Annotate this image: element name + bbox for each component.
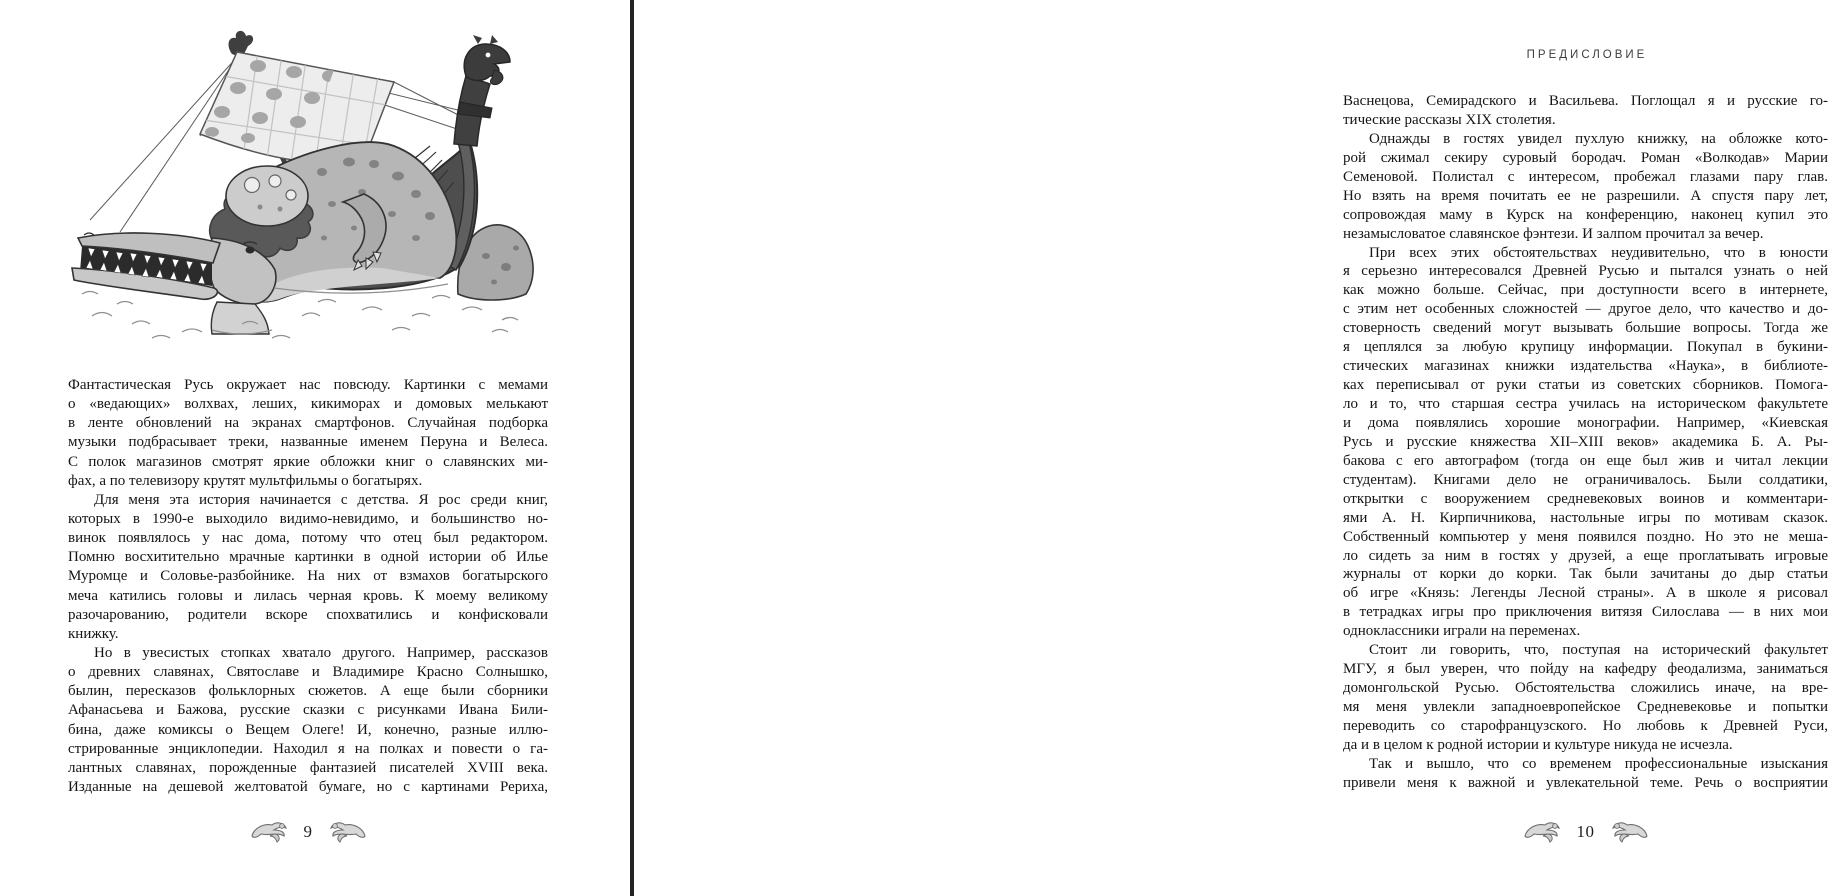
text-line: Семеновой. Полистал с интересом, пробежал глазами пару глав. [1343,168,1828,185]
text-line: стических магазинах книжки издательства «Наука», в библиоте- [1343,358,1828,375]
text-line: ках переписывал от руки статьи из советских сборников. Помога- [1343,377,1828,394]
text-line: об игре «Князь: Легенды Лесной страны». А в школе я рисовал [1343,585,1828,602]
floral-ornament-icon [1522,819,1564,845]
running-head: ПРЕДИСЛОВИЕ [1526,49,1648,61]
text-line: Изданные на дешевой желтоватой бумаге, но с картинами Рериха, [68,778,548,795]
right-page-footer [1343,816,1828,848]
text-line: былин, пересказов фольклорных сюжетов. А еще были сборники [68,683,548,700]
text-line: в ленте обновлений на экранах смартфонов. Случайная подборка [68,415,548,432]
page-number: 9 [303,822,313,841]
left-page-text [68,376,548,797]
text-line: Помню восхитительно мрачные картинки в одной истории об Илье [68,549,548,566]
text-line: Стоит ли говорить, что, поступая на исторический факультет [1369,642,1828,659]
text-line: книжку. [68,625,119,642]
text-line: Так и вышло, что со временем профессиональные изыскания [1369,755,1828,772]
text-line: да и в целом к родной истории и культуре никуда не исчезла. [1343,736,1733,753]
text-line: С полок магазинов смотрят яркие обложки книг о славянских ми- [68,453,548,470]
text-line: я цеплялся за любую крупицу информации. Покупал в букини- [1343,339,1828,356]
text-line: Для меня эта история начинается с детства. Я рос среди книг, [94,491,548,508]
paragraph [1343,641,1828,755]
text-line: Собственный компьютер у меня появился поздно. Но это не меша- [1343,528,1828,545]
text-line: ями А. Н. Кирпичникова, настольные игры по мотивам сказок. [1343,509,1828,526]
text-line: Муромце и Соловье-разбойнике. На них от взмахов богатырского [68,568,548,585]
monster-head-dome [226,166,308,226]
text-line: ло сидеть за ним в гостях у друзей, а еще проглатывать игровые [1343,547,1828,564]
text-line: бакова с его автографом (тогда он еще был жив и читал лекции [1343,452,1828,469]
paragraph [1343,244,1828,642]
text-line: сопровождая маму в Курск на конференцию, наконец купил это [1343,206,1828,223]
text-line: которых в 1990-е выходило видимо-невидимо, и большинство но- [68,510,548,527]
text-line: привели меня к важной и увлекательной теме. Речь о восприятии [1343,774,1828,791]
text-line: лантных славянах, порожденные фантазией писателей XVIII века. [68,759,548,776]
text-line: тические рассказы XIX столетия. [1343,111,1556,128]
floral-ornament-icon [249,819,291,845]
sea-monster-ship-drawing [62,24,552,356]
text-line: о древних славянах, Святославе и Владимире Красно Солнышко, [68,664,548,681]
text-line: Фантастическая Русь окружает нас повсюду. Картинки с мемами [68,377,548,393]
text-line: разочарованию, родители вскоре спохватились и конфисковали [68,606,548,623]
paragraph [1343,755,1828,793]
text-line: о «ведающих» волхвах, леших, кикиморах и домовых мелькают [68,396,548,413]
text-line: Но взять на время почитать ее не разрешили. А спустя пару лет, [1343,187,1828,204]
text-line: одноклассники играли на переменах. [1343,623,1581,640]
floral-ornament-icon [1608,819,1650,845]
monster-head [72,233,276,334]
text-line: в тетрадках игры про приключения витязя Силослава — в них мои [1343,604,1828,621]
book-page-right [634,0,1828,896]
text-line: винок появлялось у нас дома, потому что отец был редактором. [68,530,548,547]
text-line: мя меня увлекли западноевропейское Средневековье и попытки [1343,699,1828,715]
text-line: рой сжимал секиру суровый бородач. Роман «Волкодав» Марии [1343,149,1828,166]
paragraph [1343,92,1828,130]
text-line: Но в увесистых стопках хватало другого. Например, рассказов [94,644,548,661]
monster-eye [246,247,255,254]
text-line: Васнецова, Семирадского и Васильева. Поглощал я и русские го- [1343,93,1828,109]
text-line: ло и то, что старшая сестра училась на историческом факультете [1343,396,1828,412]
text-line: Однажды в гостях увидел пухлую книжку, на обложке кото- [1369,130,1828,147]
text-line: студентам). Книгами дело не ограничивалось. Были солдатики, [1343,471,1828,488]
paragraph [68,491,548,644]
text-line: я серьезно интересовался Древней Русью и пытался узнать о ней [1343,263,1828,280]
illustration-sea-monster-attacking-viking-ship [62,24,552,356]
text-line: журналы от корки до корки. Так были зачитаны до дыр статьи [1343,566,1828,583]
text-line: открытки с вооружением средневековых воинов и комментари- [1343,490,1828,507]
dragon-head-prow [454,35,510,146]
right-page-text [1343,92,1828,793]
text-line: Афанасьева и Бажова, русские сказки с рисунками Ивана Били- [68,702,548,719]
text-line: как можно больше. Сейчас, при доступности всего в интернете, [1343,282,1828,299]
text-line: меча катились головы и лилась черная кровь. К моему великому [68,587,548,604]
text-line: стрированные энциклопедии. Находил я на полках и повести о га- [68,740,548,757]
text-line: МГУ, я был уверен, что пойду на кафедру феодализма, заниматься [1343,661,1828,678]
text-line: музыки подбрасывает треки, названные именем Перуна и Велеса. [68,434,548,451]
text-line: и дома появлялись хорошие монографии. Например, «Киевская [1343,414,1828,431]
text-line: незамысловатое славянское фэнтези. И залпом прочитал за вечер. [1343,225,1764,242]
text-line: фах, а по телевизору крутят мультфильмы о богатырях. [68,472,423,489]
book-page-left [0,0,630,896]
text-line: Русь и русские княжества XII–XIII веков» академика Б. А. Ры- [1343,433,1828,450]
text-line: стоверность сведений могут вызывать большие вопросы. Тогда же [1343,320,1828,337]
page-number: 10 [1576,822,1595,841]
text-line: домонгольской Русью. Обстоятельства сложились иначе, на вре- [1343,680,1828,697]
text-line: с этим нет особенных сложностей — другое дело, что качество и до- [1343,301,1828,318]
paragraph [68,644,548,797]
text-line: бина, даже комиксы о Вещем Олеге! И, конечно, разные иллю- [68,721,548,738]
text-line: переводить со старофранцузского. Но любовь к Древней Руси, [1343,717,1828,734]
text-line: При всех этих обстоятельствах неудивительно, что в юности [1369,244,1828,261]
floral-ornament-icon [326,819,368,845]
paragraph [68,376,548,491]
left-page-footer [68,816,548,848]
paragraph [1343,130,1828,244]
